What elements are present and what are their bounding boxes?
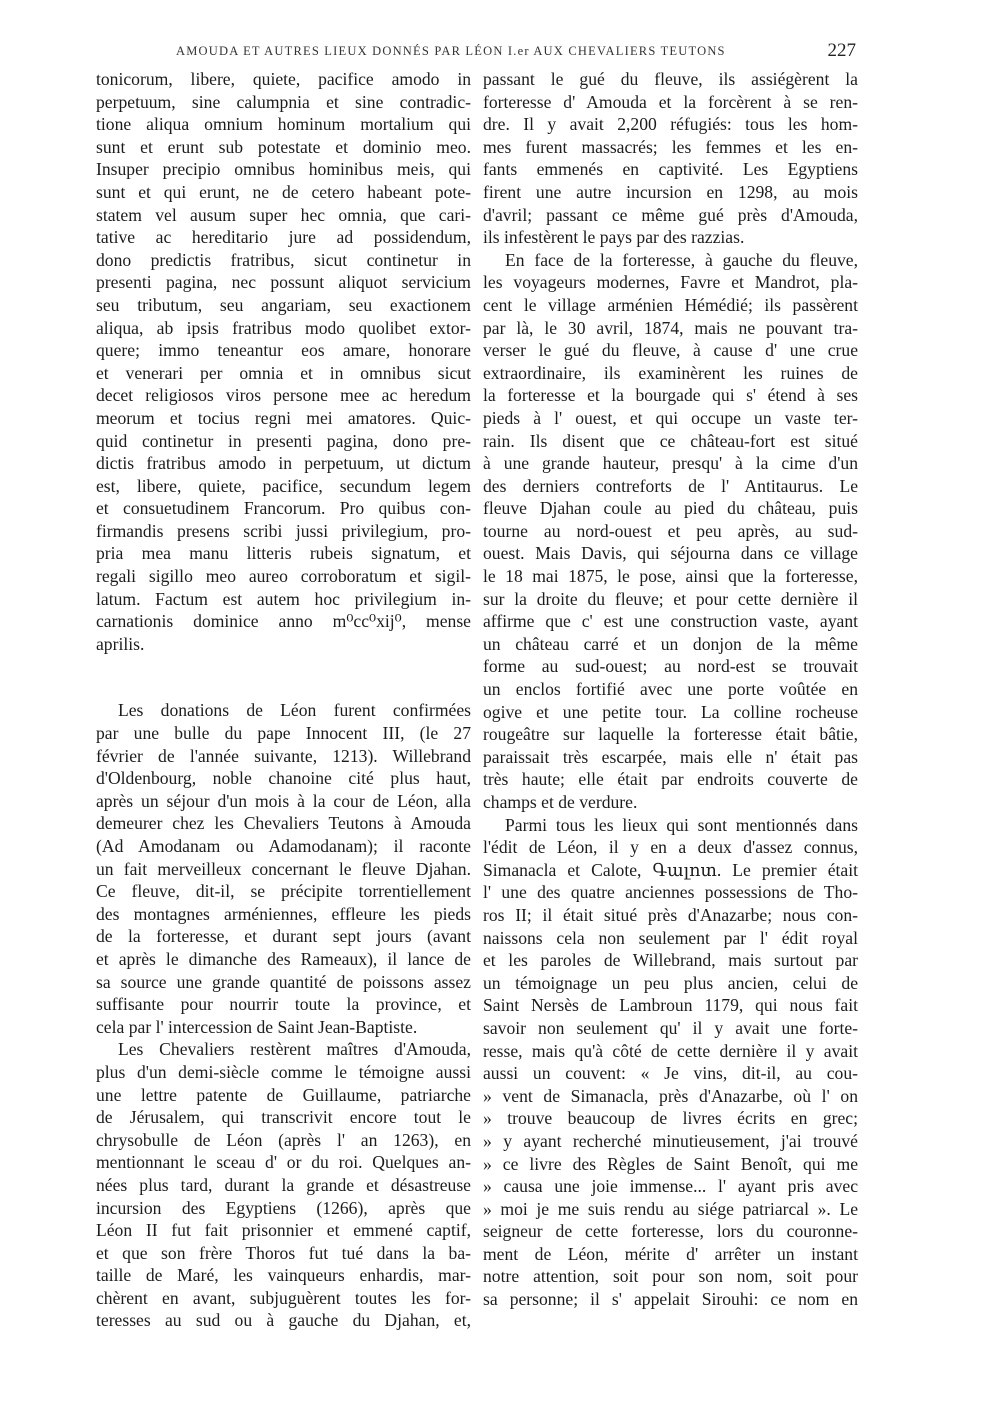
- paragraph-voyageurs: [483, 249, 858, 814]
- text-line: » causa une joie immense... l' ayant pris avec: [483, 1176, 858, 1197]
- text-line: le 18 mai 1875, le pose, ainsi que la forteresse,: [483, 566, 858, 587]
- paragraph-donations: [96, 699, 471, 1038]
- text-line: après un séjour d'un mois à la cour de Léon, alla: [96, 790, 471, 811]
- text-line: champs et de verdure.: [483, 792, 638, 812]
- text-line: un château carré et un donjon de la même: [483, 633, 858, 654]
- text-line: seu tributum, seu angariam, seu exactionem: [96, 294, 471, 315]
- text-line: mes furent massacrés; les femmes et les en-: [483, 136, 858, 157]
- text-line: En face de la forteresse, à gauche du fleuve,: [505, 249, 858, 270]
- running-title: AMOUDA ET AUTRES LIEUX DONNÉS PAR LÉON I.er AUX CHEVALIERS TEUTONS: [176, 44, 726, 58]
- text-line: sa personne; il s' appelait Sirouhi: ce nom en: [483, 1289, 858, 1310]
- text-line: l'édit de Léon, il y en a deux d'assez connus,: [483, 837, 858, 858]
- text-line: seigneur de cette forteresse, lors du couronne-: [483, 1221, 858, 1242]
- text-line: (Ad Amodanam ou Adamodanam); il raconte: [96, 836, 471, 856]
- text-line: tative ac hereditario jure ad possidendum,: [96, 227, 471, 248]
- text-line: Léon II fut fait prisonnier et emmené captif,: [96, 1220, 471, 1241]
- paragraph-chevaliers: [96, 1038, 471, 1332]
- text-line: chrysobulle de Léon (après l' an 1263), en: [96, 1129, 471, 1150]
- latin-charter-excerpt: [96, 68, 471, 655]
- text-line: pieds à l' ouest, et qui occupe un vaste ter-: [483, 407, 858, 428]
- text-line: » ce livre des Règles de Saint Benoît, qui me: [483, 1153, 858, 1174]
- text-line: sunt et qui erunt, ne de cetero habeant pote-: [96, 181, 471, 202]
- text-line: ros II; il était situé près d'Anazarbe; nous con-: [483, 904, 858, 925]
- text-line: février de l'année suivante, 1213). Willebrand: [96, 745, 471, 766]
- text-line: est, libere, quiete, pacifice, secundum legem: [96, 475, 471, 496]
- text-line: et les paroles de Willebrand, mais surtout par: [483, 950, 858, 971]
- text-line: statem vel ausum super hec omnia, que cari-: [96, 204, 471, 225]
- text-line: fants emmenés en captivité. Les Egyptiens: [483, 159, 858, 180]
- page-number: 227: [827, 40, 856, 61]
- text-line: et après le dimanche des Rameaux), il lance de: [96, 948, 471, 969]
- text-line: par une bulle du pape Innocent III, (le 27: [96, 723, 471, 744]
- text-line: sunt et erunt sub potestate et dominio meo.: [96, 136, 471, 157]
- text-line: dono predictis fratribus, sicut continetur in: [96, 249, 471, 270]
- right-column: [483, 68, 858, 1311]
- text-line: de la forteresse, et durant sept jours (avant: [96, 926, 471, 947]
- text-line: savoir non seulement qu' il y avait une forte-: [483, 1017, 858, 1038]
- text-line: affirme que c' est une construction vaste, ayant: [483, 611, 858, 632]
- text-line: incursion des Egyptiens (1266), après que: [96, 1197, 471, 1218]
- text-line: presenti pagina, nec possunt aliquot servicium: [96, 272, 471, 293]
- left-column: [96, 68, 471, 1332]
- text-line: carnationis dominice anno m⁰cc⁰xij⁰, mense: [96, 611, 471, 632]
- text-line: notre attention, soit pour son nom, soit pour: [483, 1266, 858, 1287]
- text-line: d'avril; passant ce même gué près d'Amouda,: [483, 204, 858, 225]
- text-line: la forteresse et la bourgade qui s' étend à ses: [483, 385, 858, 406]
- text-line: forme au sud-ouest; au nord-est se trouvait: [483, 656, 858, 677]
- text-line: aliqua, ab ipsis fratribus modo quolibet extor-: [96, 317, 471, 338]
- text-line: dictis fratribus amodo in perpetuum, ut dictum: [96, 453, 471, 474]
- text-line: firmandis presens scribi jussi privilegium, pro-: [96, 520, 471, 541]
- text-line: resse, mais qu'à côté de cette dernière il y avait: [483, 1040, 858, 1061]
- text-line: perpetuum, sine calumpnia et sine contradic-: [96, 91, 471, 112]
- text-line: sur la droite du fleuve; et pour cette dernière il: [483, 588, 858, 609]
- text-line: firent une autre incursion en 1298, au mois: [483, 181, 858, 202]
- text-line: demeurer chez les Chevaliers Teutons à Amouda: [96, 813, 471, 834]
- paragraph-siege-amouda: [483, 68, 858, 249]
- text-line: un témoignage un peu plus ancien, celui de: [483, 972, 858, 993]
- text-line: Parmi tous les lieux qui sont mentionnés dans: [505, 814, 858, 835]
- text-line: Insuper precipio omnibus hominibus meis, qui: [96, 159, 471, 180]
- text-line: Les Chevaliers restèrent maîtres d'Amouda,: [118, 1039, 471, 1060]
- text-line: paraissait très escarpée, mais elle n' était pas: [483, 746, 858, 767]
- text-line: » y ayant recherché minutieusement, j'ai trouvé: [483, 1130, 858, 1151]
- text-line: aussi un couvent: « Je vins, dit-il, au cou-: [483, 1063, 858, 1084]
- text-line: une lettre patente de Guillaume, patriarche: [96, 1084, 471, 1105]
- text-line: l' une des quatre anciennes possessions de Tho-: [483, 882, 858, 903]
- text-line: forteresse d' Amouda et la forcèrent à se ren-: [483, 91, 858, 112]
- text-line: regali sigillo meo aureo corroboratum et sigil-: [96, 566, 471, 587]
- text-line: un enclos fortifié avec une porte voûtée en: [483, 679, 858, 700]
- text-line: chèrent en avant, subjuguèrent toutes les for-: [96, 1287, 471, 1308]
- text-line: de Jérusalem, qui transcrivit encore tout le: [96, 1107, 471, 1128]
- text-line: taille de Maré, les vainqueurs enhardis, mar-: [96, 1265, 471, 1286]
- text-line: plus d'un demi-siècle comme le témoigne aussi: [96, 1061, 471, 1082]
- text-line: quid continetur in presenti pagina, dono pre-: [96, 430, 471, 451]
- text-line: un fait merveilleux concernant le fleuve Djahan.: [96, 858, 471, 879]
- text-line: extraordinaire, ils examinèrent les ruines de: [483, 362, 858, 383]
- text-line: des derniers contreforts de l' Antitaurus. Le: [483, 475, 858, 496]
- text-line: très haute; elle était par endroits couverte de: [483, 769, 858, 790]
- text-line: d'Oldenbourg, noble chanoine cité plus haut,: [96, 768, 471, 789]
- paragraph-gap: [96, 655, 471, 677]
- text-line: fleuve Djahan coule au pied du château, puis: [483, 498, 858, 519]
- text-line: tione aliqua omnium hominum mortalium qui: [96, 114, 471, 135]
- text-line: ogive et une petite tour. La colline rocheuse: [483, 701, 858, 722]
- text-line: verser le gué du fleuve, à cause d' une crue: [483, 340, 858, 361]
- text-line: rougeâtre sur laquelle la forteresse était bâtie,: [483, 724, 858, 745]
- text-line: cela par l' intercession de Saint Jean-Baptiste.: [96, 1016, 418, 1037]
- text-line: les voyageurs modernes, Favre et Mandrot, pla-: [483, 272, 858, 293]
- text-line: suffisante pour nourrir toute la province, et: [96, 994, 471, 1015]
- text-line: ment de Léon, mérite d' arrêter un instant: [483, 1243, 858, 1264]
- page-header: [96, 40, 856, 66]
- text-line: quere; immo teneantur eos amare, honorare: [96, 340, 471, 361]
- text-line: tonicorum, libere, quiete, pacifice amodo in: [96, 69, 471, 89]
- text-line: cent le village arménien Hémédié; ils passèrent: [483, 294, 858, 315]
- text-line: » vent de Simanacla, près d'Anazarbe, où l' on: [483, 1085, 858, 1106]
- text-line: nées plus tard, durant la grande et désastreuse: [96, 1174, 471, 1195]
- text-line: et consuetudinem Francorum. Pro quibus con-: [96, 498, 471, 519]
- text-line: teresses au sud ou à gauche du Djahan, et,: [96, 1310, 471, 1331]
- text-line: tourne au nord-ouest et peu après, au sud-: [483, 520, 858, 541]
- text-line: ouest. Mais Davis, qui séjourna dans ce village: [483, 543, 858, 564]
- paragraph-gap: [96, 677, 471, 699]
- text-line: » trouve beaucoup de livres écrits en grec;: [483, 1108, 858, 1129]
- text-line: mentionnant le sceau d' or du roi. Quelques an-: [96, 1152, 471, 1173]
- text-line: à une grande hauteur, presqu' à la cime d'un: [483, 453, 858, 474]
- text-line: et que son frère Thoros fut tué dans la ba-: [96, 1242, 471, 1263]
- text-line: decet religiosos viros persone mee ac heredum: [96, 385, 471, 406]
- text-line: Saint Nersès de Lambroun 1179, qui nous fait: [483, 995, 858, 1016]
- text-line: aprilis.: [96, 633, 145, 654]
- text-line: Simanacla et Calote, Գալոտ. Le premier était: [483, 859, 858, 880]
- text-line: pria mea manu litteris rubeis signatum, et: [96, 543, 471, 564]
- text-line: ils infestèrent le pays par des razzias.: [483, 227, 745, 248]
- text-line: naissons cela non seulement par l' édit royal: [483, 927, 858, 948]
- text-line: dre. Il y avait 2,200 réfugiés: tous les hom-: [483, 114, 858, 135]
- text-line: Ce fleuve, dit-il, se précipite torrentiellement: [96, 881, 471, 902]
- text-line: sa source une grande quantité de poissons assez: [96, 971, 471, 992]
- text-line: » moi je me suis rendu au siége patriarcal ». Le: [483, 1198, 858, 1219]
- text-line: par là, le 30 avril, 1874, mais ne pouvant tra-: [483, 317, 858, 338]
- text-line: des montagnes arméniennes, effleure les pieds: [96, 903, 471, 924]
- text-line: Les donations de Léon furent confirmées: [118, 700, 471, 721]
- paragraph-simanacla-calote: [483, 814, 858, 1311]
- text-line: latum. Factum est autem hoc privilegium in-: [96, 588, 471, 609]
- text-line: et venerari per omnia et in omnibus sicut: [96, 362, 471, 383]
- text-line: meorum et tocius regni mei amatores. Quic-: [96, 407, 471, 428]
- text-line: passant le gué du fleuve, ils assiégèrent la: [483, 69, 858, 89]
- text-line: rain. Ils disent que ce château-fort est situé: [483, 430, 858, 451]
